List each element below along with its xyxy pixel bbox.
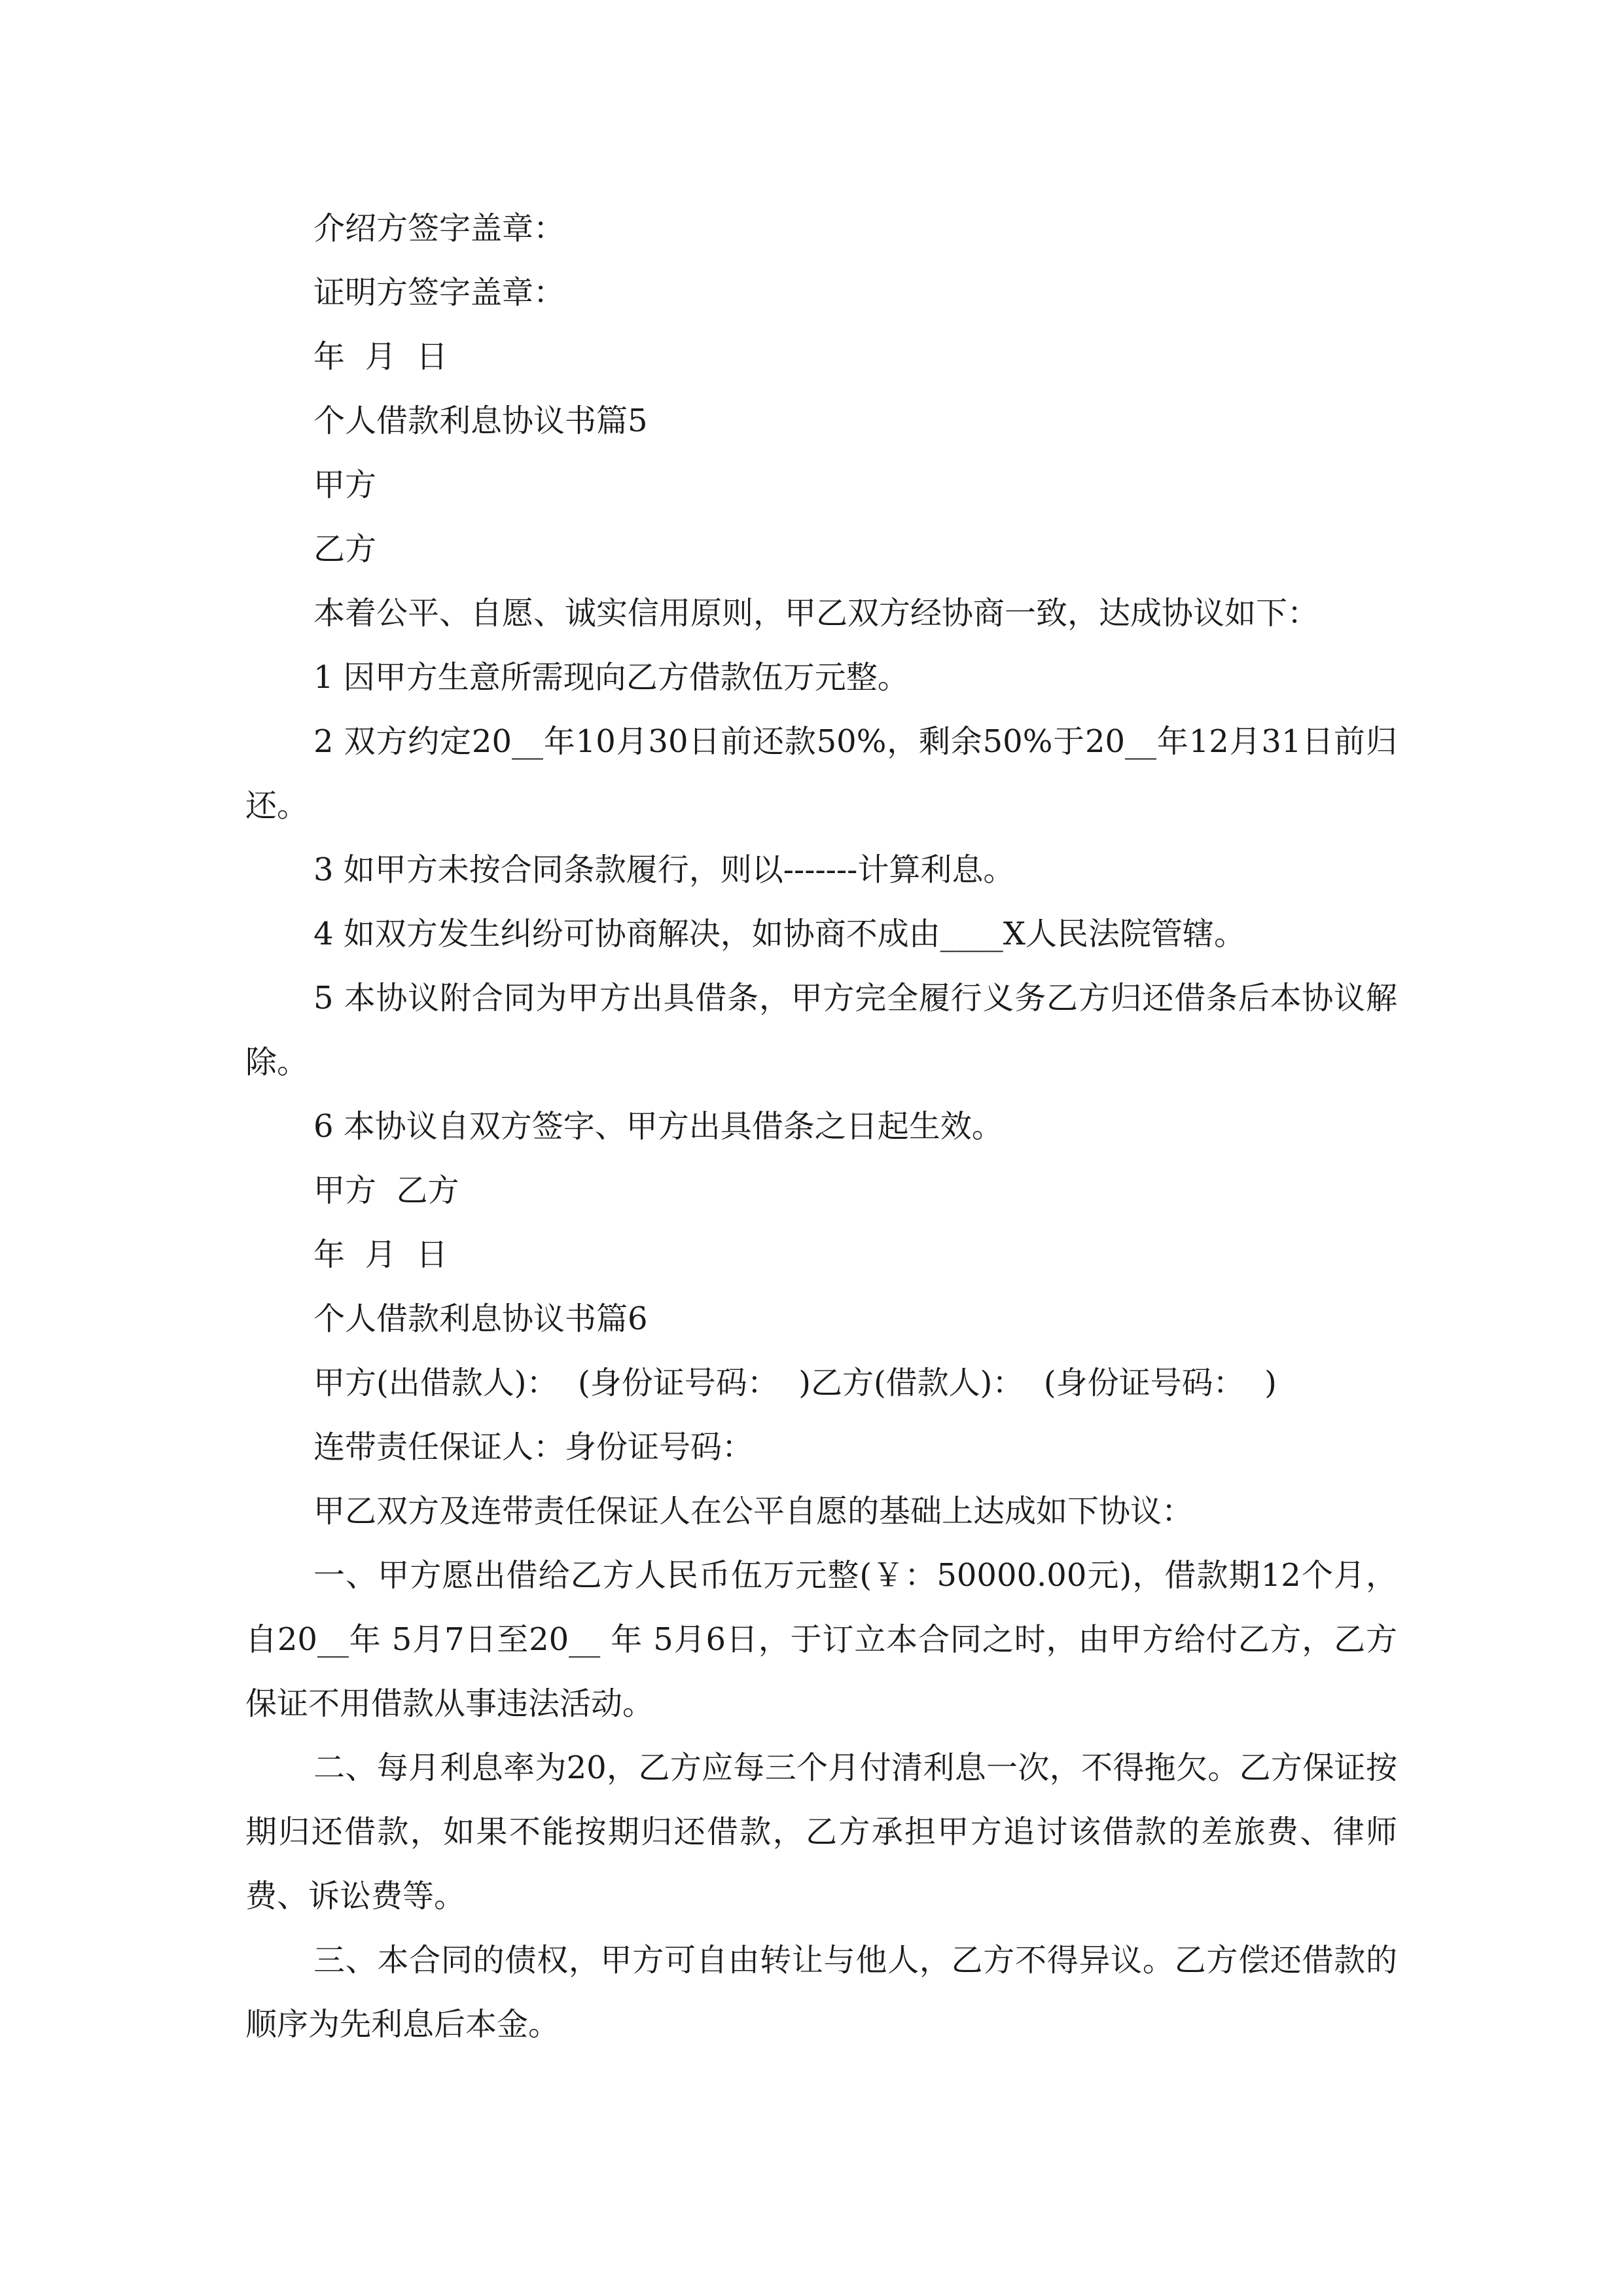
clause-3: 3 如甲方未按合同条款履行，则以-------计算利息。 (313, 852, 1015, 888)
date-line: 年 月 日 (313, 338, 448, 375)
clause-4: 4 如双方发生纠纷可协商解决，如协商不成由____X人民法院管辖。 (313, 916, 1245, 952)
agreement-preamble: 本着公平、自愿、诚实信用原则，甲乙双方经协商一致，达成协议如下： (313, 595, 1319, 632)
clause-2: 2 双方约定20__年10月30日前还款50%，剩余50%于20__年12月31日前归还。 (245, 723, 1397, 824)
article-2: 二、每月利息率为20，乙方应每三个月付清利息一次，不得拖欠。乙方保证按期归还借款，如果不能按期归还借款，乙方承担甲方追讨该借款的差旅费、律师费、诉讼费等。 (245, 1749, 1397, 1914)
parties-id-line: 甲方(出借款人)： (身份证号码： )乙方(借款人)： (身份证号码： ) (313, 1365, 1277, 1401)
section-heading: 个人借款利息协议书篇5 (313, 403, 648, 439)
date-line: 年 月 日 (313, 1236, 448, 1273)
document-body (245, 196, 1397, 2056)
clause-5: 5 本协议附合同为甲方出具借条，甲方完全履行义务乙方归还借条后本协议解除。 (245, 980, 1397, 1081)
guarantor-line: 连带责任保证人：身份证号码： (313, 1429, 754, 1465)
witness-signature-line: 证明方签字盖章： (313, 274, 565, 311)
clause-1: 1 因甲方生意所需现向乙方借款伍万元整。 (313, 659, 909, 696)
introducer-signature-line: 介绍方签字盖章： (313, 210, 565, 247)
clause-6: 6 本协议自双方签字、甲方出具借条之日起生效。 (313, 1108, 1003, 1145)
party-b-line: 乙方 (313, 531, 377, 567)
signature-parties-line: 甲方 乙方 (313, 1172, 459, 1209)
section-heading: 个人借款利息协议书篇6 (313, 1300, 648, 1337)
party-a-line: 甲方 (313, 467, 377, 503)
article-1: 一、甲方愿出借给乙方人民币伍万元整(￥：50000.00元)，借款期12个月，自20__年 5月7日至20__ 年 5月6日，于订立本合同之时，由甲方给付乙方，乙方保证不用借款从事违法活动。 (245, 1557, 1397, 1722)
agreement-preamble: 甲乙双方及连带责任保证人在公平自愿的基础上达成如下协议： (313, 1493, 1194, 1530)
article-3: 三、本合同的债权，甲方可自由转让与他人，乙方不得异议。乙方偿还借款的顺序为先利息后本金。 (245, 1942, 1397, 2043)
